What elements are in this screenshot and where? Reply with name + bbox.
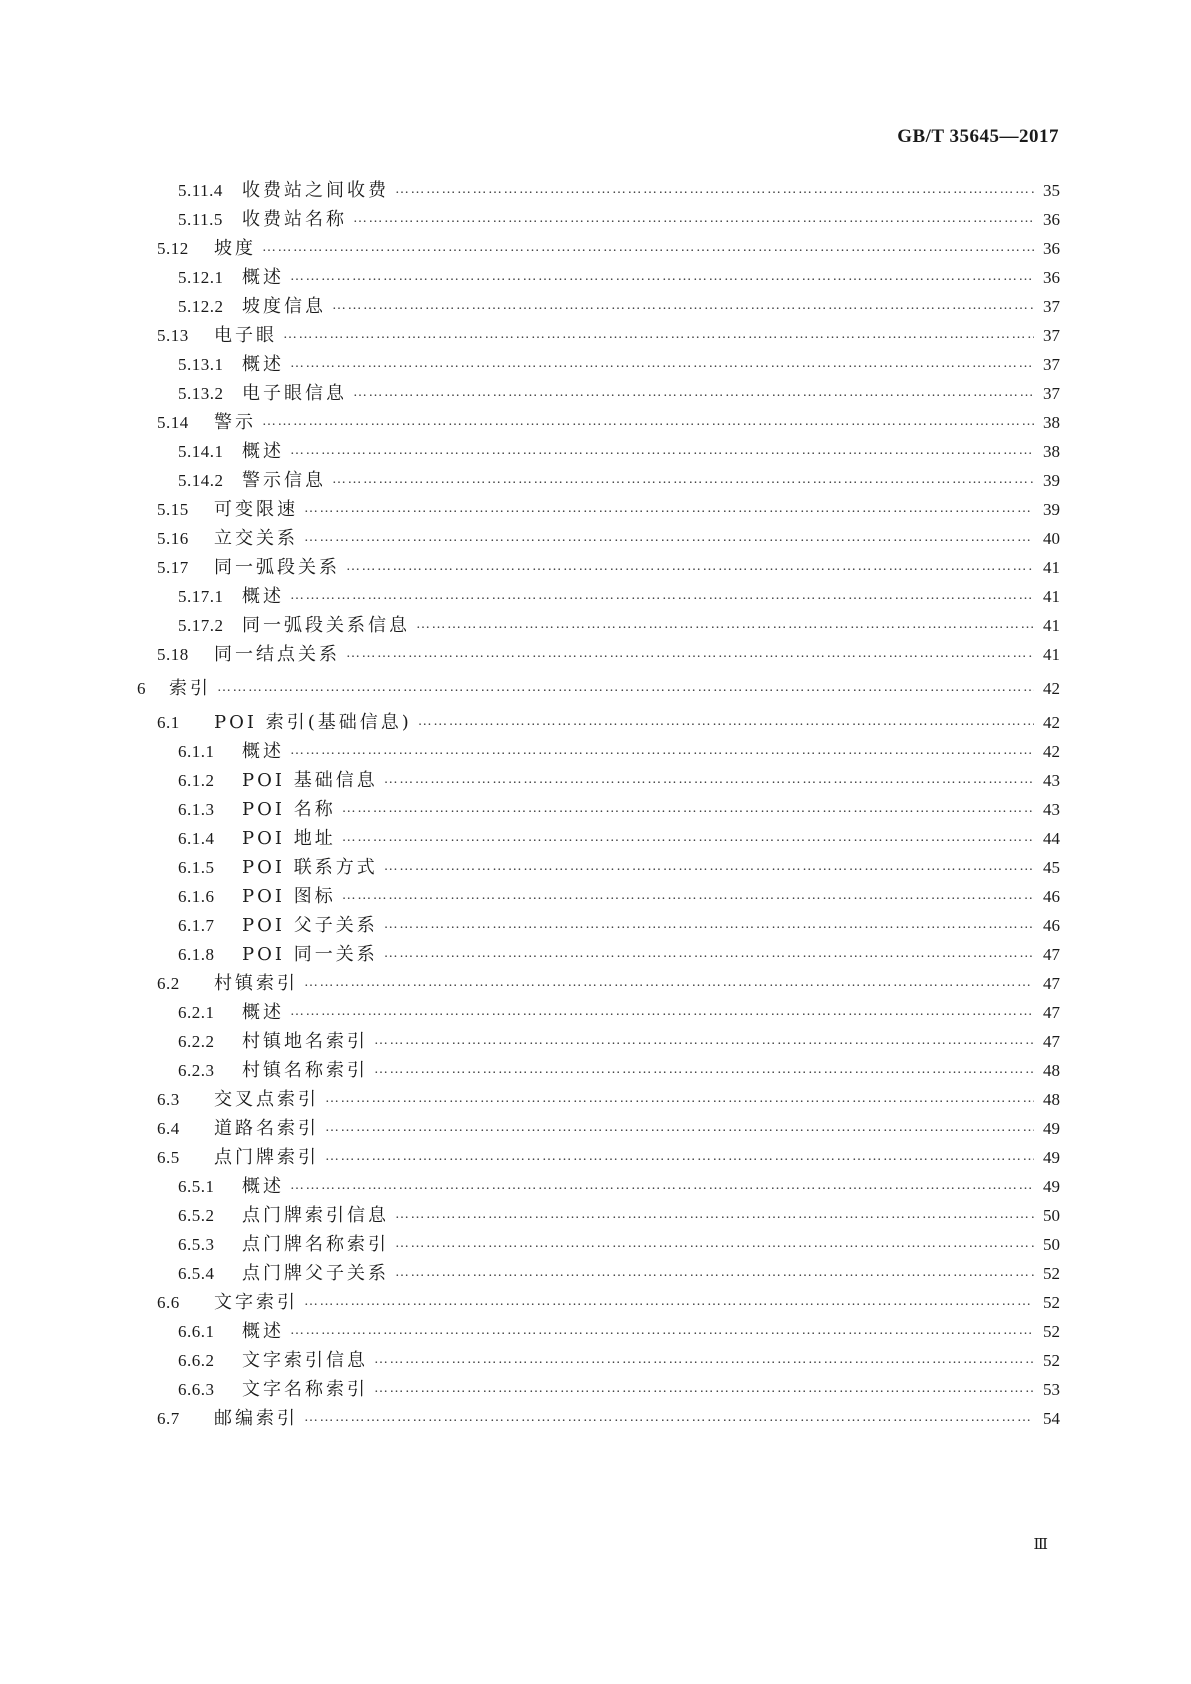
toc-entry-page: 47 (1043, 1003, 1060, 1022)
toc-leader-dots (342, 882, 1034, 910)
toc-entry-page: 54 (1043, 1409, 1060, 1428)
toc-entry-label (178, 854, 378, 882)
toc-entry[interactable] (137, 675, 1060, 703)
toc-entry-page: 50 (1043, 1206, 1060, 1225)
toc-entry-page: 35 (1043, 181, 1060, 200)
toc-leader-dots (290, 437, 1034, 465)
toc-entry[interactable] (157, 1405, 1060, 1433)
toc-entry-title: 概述 (242, 267, 284, 288)
toc-entry-title: 概述 (242, 741, 284, 762)
toc-entry-label (178, 264, 284, 292)
toc-entry[interactable] (157, 525, 1060, 553)
toc-entry-page: 47 (1043, 1032, 1060, 1051)
toc-entry-number: 5.12.1 (178, 268, 224, 287)
toc-entry-title: 点门牌父子关系 (242, 1263, 389, 1284)
toc-entry-label (157, 1086, 319, 1114)
toc-entry-number: 5.13.2 (178, 384, 224, 403)
toc-entry[interactable] (178, 177, 1060, 205)
toc-leader-dots (395, 1201, 1034, 1229)
toc-entry[interactable] (178, 583, 1060, 611)
toc-entry-label (157, 496, 298, 524)
toc-entry-number: 6.1.2 (178, 771, 215, 790)
toc-entry[interactable] (178, 380, 1060, 408)
toc-entry-title: 文字名称索引 (242, 1379, 368, 1400)
toc-entry-label (178, 883, 336, 911)
toc-entry-title: 文字索引 (214, 1292, 298, 1313)
toc-leader-dots (332, 466, 1034, 494)
toc-entry-title: 电子眼 (214, 325, 277, 346)
toc-entry-number: 5.11.5 (178, 210, 223, 229)
toc-entry-number: 5.18 (157, 645, 189, 664)
toc-entry-number: 5.13 (157, 326, 189, 345)
toc-leader-dots (395, 1230, 1034, 1258)
toc-leader-dots (332, 292, 1034, 320)
toc-entry-title: 立交关系 (214, 528, 298, 549)
toc-entry-page: 42 (1043, 679, 1060, 698)
toc-entry-title: 邮编索引 (214, 1408, 298, 1429)
toc-leader-dots (418, 708, 1034, 736)
toc-entry-label (178, 1347, 368, 1375)
toc-entry-number: 6.5.2 (178, 1206, 215, 1225)
toc-entry[interactable] (178, 883, 1060, 911)
toc-entry-title: 坡度 (214, 238, 256, 259)
toc-entry-title: POI 名称 (242, 799, 336, 820)
toc-entry-number: 6.1.7 (178, 916, 215, 935)
toc-entry[interactable] (178, 738, 1060, 766)
toc-entry-label (178, 912, 378, 940)
toc-entry-label (157, 554, 340, 582)
toc-entry-page: 52 (1043, 1351, 1060, 1370)
toc-entry[interactable] (178, 467, 1060, 495)
toc-leader-dots (416, 611, 1034, 639)
toc-leader-dots (342, 824, 1034, 852)
toc-entry-number: 6.1.6 (178, 887, 215, 906)
toc-leader-dots (262, 234, 1034, 262)
toc-leader-dots (342, 795, 1034, 823)
toc-leader-dots (290, 1317, 1034, 1345)
toc-entry-number: 5.16 (157, 529, 189, 548)
toc-entry[interactable] (157, 322, 1060, 350)
toc-entry-page: 41 (1043, 616, 1060, 635)
toc-entry-label (178, 1173, 284, 1201)
toc-entry-label (178, 999, 284, 1027)
toc-leader-dots (290, 737, 1034, 765)
toc-entry-title: 概述 (242, 1002, 284, 1023)
toc-entry-label (157, 641, 340, 669)
toc-entry-label (178, 1202, 389, 1230)
toc-entry-title: 村镇名称索引 (242, 1060, 368, 1081)
toc-entry-page: 47 (1043, 974, 1060, 993)
toc-entry-label (178, 767, 378, 795)
toc-entry-number: 6.1.8 (178, 945, 215, 964)
toc-entry-label (157, 1144, 319, 1172)
toc-entry-title: 警示 (214, 412, 256, 433)
toc-entry[interactable] (157, 1289, 1060, 1317)
toc-entry-page: 39 (1043, 471, 1060, 490)
toc-entry-number: 6.4 (157, 1119, 180, 1138)
toc-entry-label (157, 525, 298, 553)
toc-entry-number: 6.5.4 (178, 1264, 215, 1283)
toc-entry-label (178, 1376, 368, 1404)
toc-entry-number: 6.1 (157, 713, 180, 732)
toc-entry[interactable] (157, 496, 1060, 524)
toc-entry-number: 6.3 (157, 1090, 180, 1109)
toc-entry[interactable] (178, 941, 1060, 969)
toc-leader-dots (384, 911, 1034, 939)
toc-entry-label (178, 941, 378, 969)
toc-entry-title: 电子眼信息 (242, 383, 347, 404)
toc-leader-dots (325, 1114, 1034, 1142)
toc-entry[interactable] (178, 612, 1060, 640)
toc-entry-number: 6.5.1 (178, 1177, 215, 1196)
toc-leader-dots (374, 1375, 1034, 1403)
toc-entry-number: 6.5.3 (178, 1235, 215, 1254)
toc-entry-label (178, 351, 284, 379)
toc-entry[interactable] (157, 709, 1060, 737)
toc-entry-title: 同一弧段关系信息 (242, 615, 410, 636)
toc-entry-number: 6.1.1 (178, 742, 215, 761)
toc-entry[interactable] (178, 206, 1060, 234)
toc-entry-page: 45 (1043, 858, 1060, 877)
toc-entry[interactable] (178, 767, 1060, 795)
toc-entry-title: POI 地址 (242, 828, 336, 849)
toc-entry[interactable] (178, 293, 1060, 321)
toc-entry-label (157, 709, 412, 737)
toc-entry-label (157, 322, 277, 350)
toc-entry[interactable] (157, 1144, 1060, 1172)
toc-entry-label (178, 583, 284, 611)
toc-entry[interactable] (157, 1086, 1060, 1114)
toc-entry[interactable] (157, 641, 1060, 669)
toc-leader-dots (283, 321, 1034, 349)
toc-entry-number: 6.6.3 (178, 1380, 215, 1399)
toc-leader-dots (304, 1288, 1034, 1316)
toc-entry-number: 6.6.2 (178, 1351, 215, 1370)
toc-entry-title: 可变限速 (214, 499, 298, 520)
toc-leader-dots (374, 1027, 1034, 1055)
toc-leader-dots (217, 674, 1034, 702)
toc-entry-number: 6.1.4 (178, 829, 215, 848)
toc-entry-label (137, 675, 211, 703)
toc-leader-dots (374, 1346, 1034, 1374)
toc-entry-page: 36 (1043, 210, 1060, 229)
toc-entry-number: 6.2 (157, 974, 180, 993)
toc-entry-title: 点门牌索引信息 (242, 1205, 389, 1226)
toc-entry[interactable] (178, 1173, 1060, 1201)
toc-entry-number: 6.7 (157, 1409, 180, 1428)
toc-entry-title: 同一结点关系 (214, 644, 340, 665)
toc-entry-title: 概述 (242, 441, 284, 462)
standard-number-header: GB/T 35645—2017 (897, 126, 1059, 147)
toc-entry-title: 村镇地名索引 (242, 1031, 368, 1052)
toc-entry-page: 42 (1043, 742, 1060, 761)
toc-leader-dots (262, 408, 1034, 436)
toc-entry-page: 43 (1043, 771, 1060, 790)
toc-entry-page: 52 (1043, 1322, 1060, 1341)
toc-leader-dots (304, 495, 1034, 523)
toc-entry-page: 38 (1043, 413, 1060, 432)
page-number-footer: Ⅲ (1033, 1537, 1048, 1553)
toc-entry-number: 5.15 (157, 500, 189, 519)
toc-entry[interactable] (178, 1318, 1060, 1346)
toc-entry-title: 概述 (242, 1321, 284, 1342)
toc-leader-dots (353, 379, 1034, 407)
toc-entry-page: 36 (1043, 239, 1060, 258)
toc-entry-number: 5.17.2 (178, 616, 224, 635)
toc-entry-number: 6.2.2 (178, 1032, 215, 1051)
toc-entry-label (178, 825, 336, 853)
toc-entry-title: POI 同一关系 (242, 944, 378, 965)
toc-entry-label (157, 1289, 298, 1317)
toc-entry-label (178, 1318, 284, 1346)
toc-entry[interactable] (178, 1057, 1060, 1085)
toc-entry-title: POI 索引(基础信息) (214, 712, 412, 733)
toc-entry[interactable] (157, 554, 1060, 582)
toc-entry[interactable] (157, 235, 1060, 263)
toc-leader-dots (353, 205, 1034, 233)
toc-leader-dots (304, 1404, 1034, 1432)
toc-entry-number: 6.2.1 (178, 1003, 215, 1022)
toc-entry-title: POI 联系方式 (242, 857, 378, 878)
toc-entry[interactable] (157, 970, 1060, 998)
toc-entry-page: 38 (1043, 442, 1060, 461)
toc-entry[interactable] (178, 825, 1060, 853)
toc-entry-label (157, 235, 256, 263)
toc-leader-dots (290, 1172, 1034, 1200)
toc-entry-title: 收费站名称 (242, 209, 347, 230)
toc-entry-title: POI 基础信息 (242, 770, 378, 791)
toc-entry-label (178, 796, 336, 824)
toc-entry-label (157, 409, 256, 437)
toc-entry-number: 5.14 (157, 413, 189, 432)
toc-entry-page: 52 (1043, 1264, 1060, 1283)
toc-entry-page: 37 (1043, 297, 1060, 316)
toc-leader-dots (290, 998, 1034, 1026)
toc-entry[interactable] (178, 999, 1060, 1027)
toc-entry-label (157, 970, 298, 998)
toc-entry-number: 6.1.3 (178, 800, 215, 819)
toc-entry-label (178, 293, 326, 321)
toc-entry[interactable] (178, 1028, 1060, 1056)
toc-leader-dots (325, 1085, 1034, 1113)
toc-entry-number: 5.17 (157, 558, 189, 577)
toc-entry-page: 46 (1043, 916, 1060, 935)
toc-entry[interactable] (178, 438, 1060, 466)
toc-entry-title: 警示信息 (242, 470, 326, 491)
toc-entry-title: 点门牌名称索引 (242, 1234, 389, 1255)
toc-entry-page: 41 (1043, 558, 1060, 577)
toc-entry-page: 49 (1043, 1119, 1060, 1138)
toc-leader-dots (384, 853, 1034, 881)
toc-leader-dots (290, 350, 1034, 378)
toc-entry-page: 40 (1043, 529, 1060, 548)
toc-entry-number: 5.12.2 (178, 297, 224, 316)
toc-entry-title: 同一弧段关系 (214, 557, 340, 578)
toc-leader-dots (325, 1143, 1034, 1171)
toc-entry-number: 6.5 (157, 1148, 180, 1167)
toc-entry-page: 39 (1043, 500, 1060, 519)
toc-entry[interactable] (178, 1260, 1060, 1288)
toc-entry-page: 49 (1043, 1148, 1060, 1167)
toc-entry-page: 46 (1043, 887, 1060, 906)
toc-entry-page: 41 (1043, 587, 1060, 606)
toc-entry-number: 6.2.3 (178, 1061, 215, 1080)
toc-leader-dots (290, 263, 1034, 291)
toc-leader-dots (290, 582, 1034, 610)
toc-entry-title: 点门牌索引 (214, 1147, 319, 1168)
toc-entry-title: 概述 (242, 1176, 284, 1197)
toc-leader-dots (384, 940, 1034, 968)
toc-entry-label (178, 1231, 389, 1259)
toc-leader-dots (304, 524, 1034, 552)
toc-entry-page: 37 (1043, 384, 1060, 403)
toc-entry-label (178, 438, 284, 466)
toc-entry-label (178, 1260, 389, 1288)
toc-entry-page: 49 (1043, 1177, 1060, 1196)
toc-entry[interactable] (178, 796, 1060, 824)
toc-entry-page: 44 (1043, 829, 1060, 848)
toc-entry-label (178, 1057, 368, 1085)
toc-entry[interactable] (178, 264, 1060, 292)
toc-entry-label (178, 738, 284, 766)
toc-entry-page: 42 (1043, 713, 1060, 732)
toc-entry-title: 索引 (169, 678, 211, 699)
toc-entry-number: 6.6 (157, 1293, 180, 1312)
toc-entry-title: POI 父子关系 (242, 915, 378, 936)
toc-leader-dots (384, 766, 1034, 794)
toc-entry-label (178, 177, 389, 205)
toc-entry[interactable] (178, 1202, 1060, 1230)
toc-entry-label (157, 1115, 319, 1143)
toc-leader-dots (374, 1056, 1034, 1084)
toc-entry-title: 概述 (242, 354, 284, 375)
toc-entry-page: 48 (1043, 1090, 1060, 1109)
toc-entry[interactable] (178, 1376, 1060, 1404)
toc-entry-number: 5.12 (157, 239, 189, 258)
toc-entry[interactable] (178, 854, 1060, 882)
toc-entry-title: 坡度信息 (242, 296, 326, 317)
toc-leader-dots (395, 1259, 1034, 1287)
toc-entry-title: 概述 (242, 586, 284, 607)
toc-leader-dots (346, 640, 1034, 668)
toc-entry[interactable] (157, 1115, 1060, 1143)
toc-entry-page: 43 (1043, 800, 1060, 819)
toc-entry-label (157, 1405, 298, 1433)
toc-entry-number: 6.6.1 (178, 1322, 215, 1341)
toc-leader-dots (304, 969, 1034, 997)
toc-entry[interactable] (157, 409, 1060, 437)
toc-entry-page: 37 (1043, 355, 1060, 374)
toc-entry-title: 文字索引信息 (242, 1350, 368, 1371)
toc-entry-title: POI 图标 (242, 886, 336, 907)
toc-entry-number: 6.1.5 (178, 858, 215, 877)
toc-entry-title: 收费站之间收费 (242, 180, 389, 201)
toc-entry[interactable] (178, 351, 1060, 379)
toc-entry[interactable] (178, 1231, 1060, 1259)
toc-entry-title: 村镇索引 (214, 973, 298, 994)
toc-leader-dots (395, 176, 1034, 204)
toc-entry-label (178, 467, 326, 495)
toc-entry-label (178, 612, 410, 640)
toc-entry-number: 5.17.1 (178, 587, 224, 606)
toc-entry-label (178, 1028, 368, 1056)
toc-entry[interactable] (178, 1347, 1060, 1375)
toc-entry-number: 5.11.4 (178, 181, 223, 200)
toc-entry-title: 交叉点索引 (214, 1089, 319, 1110)
toc-entry-title: 道路名索引 (214, 1118, 319, 1139)
toc-leader-dots (346, 553, 1034, 581)
toc-entry-number: 5.14.1 (178, 442, 224, 461)
toc-entry-page: 36 (1043, 268, 1060, 287)
toc-entry-page: 41 (1043, 645, 1060, 664)
toc-entry-page: 47 (1043, 945, 1060, 964)
toc-entry-page: 37 (1043, 326, 1060, 345)
toc-entry-number: 5.13.1 (178, 355, 224, 374)
toc-entry[interactable] (178, 912, 1060, 940)
toc-entry-number: 5.14.2 (178, 471, 224, 490)
toc-entry-page: 53 (1043, 1380, 1060, 1399)
toc-entry-page: 48 (1043, 1061, 1060, 1080)
toc-entry-label (178, 380, 347, 408)
toc-entry-page: 52 (1043, 1293, 1060, 1312)
toc-entry-label (178, 206, 347, 234)
toc-entry-page: 50 (1043, 1235, 1060, 1254)
toc-entry-number: 6 (137, 679, 146, 698)
